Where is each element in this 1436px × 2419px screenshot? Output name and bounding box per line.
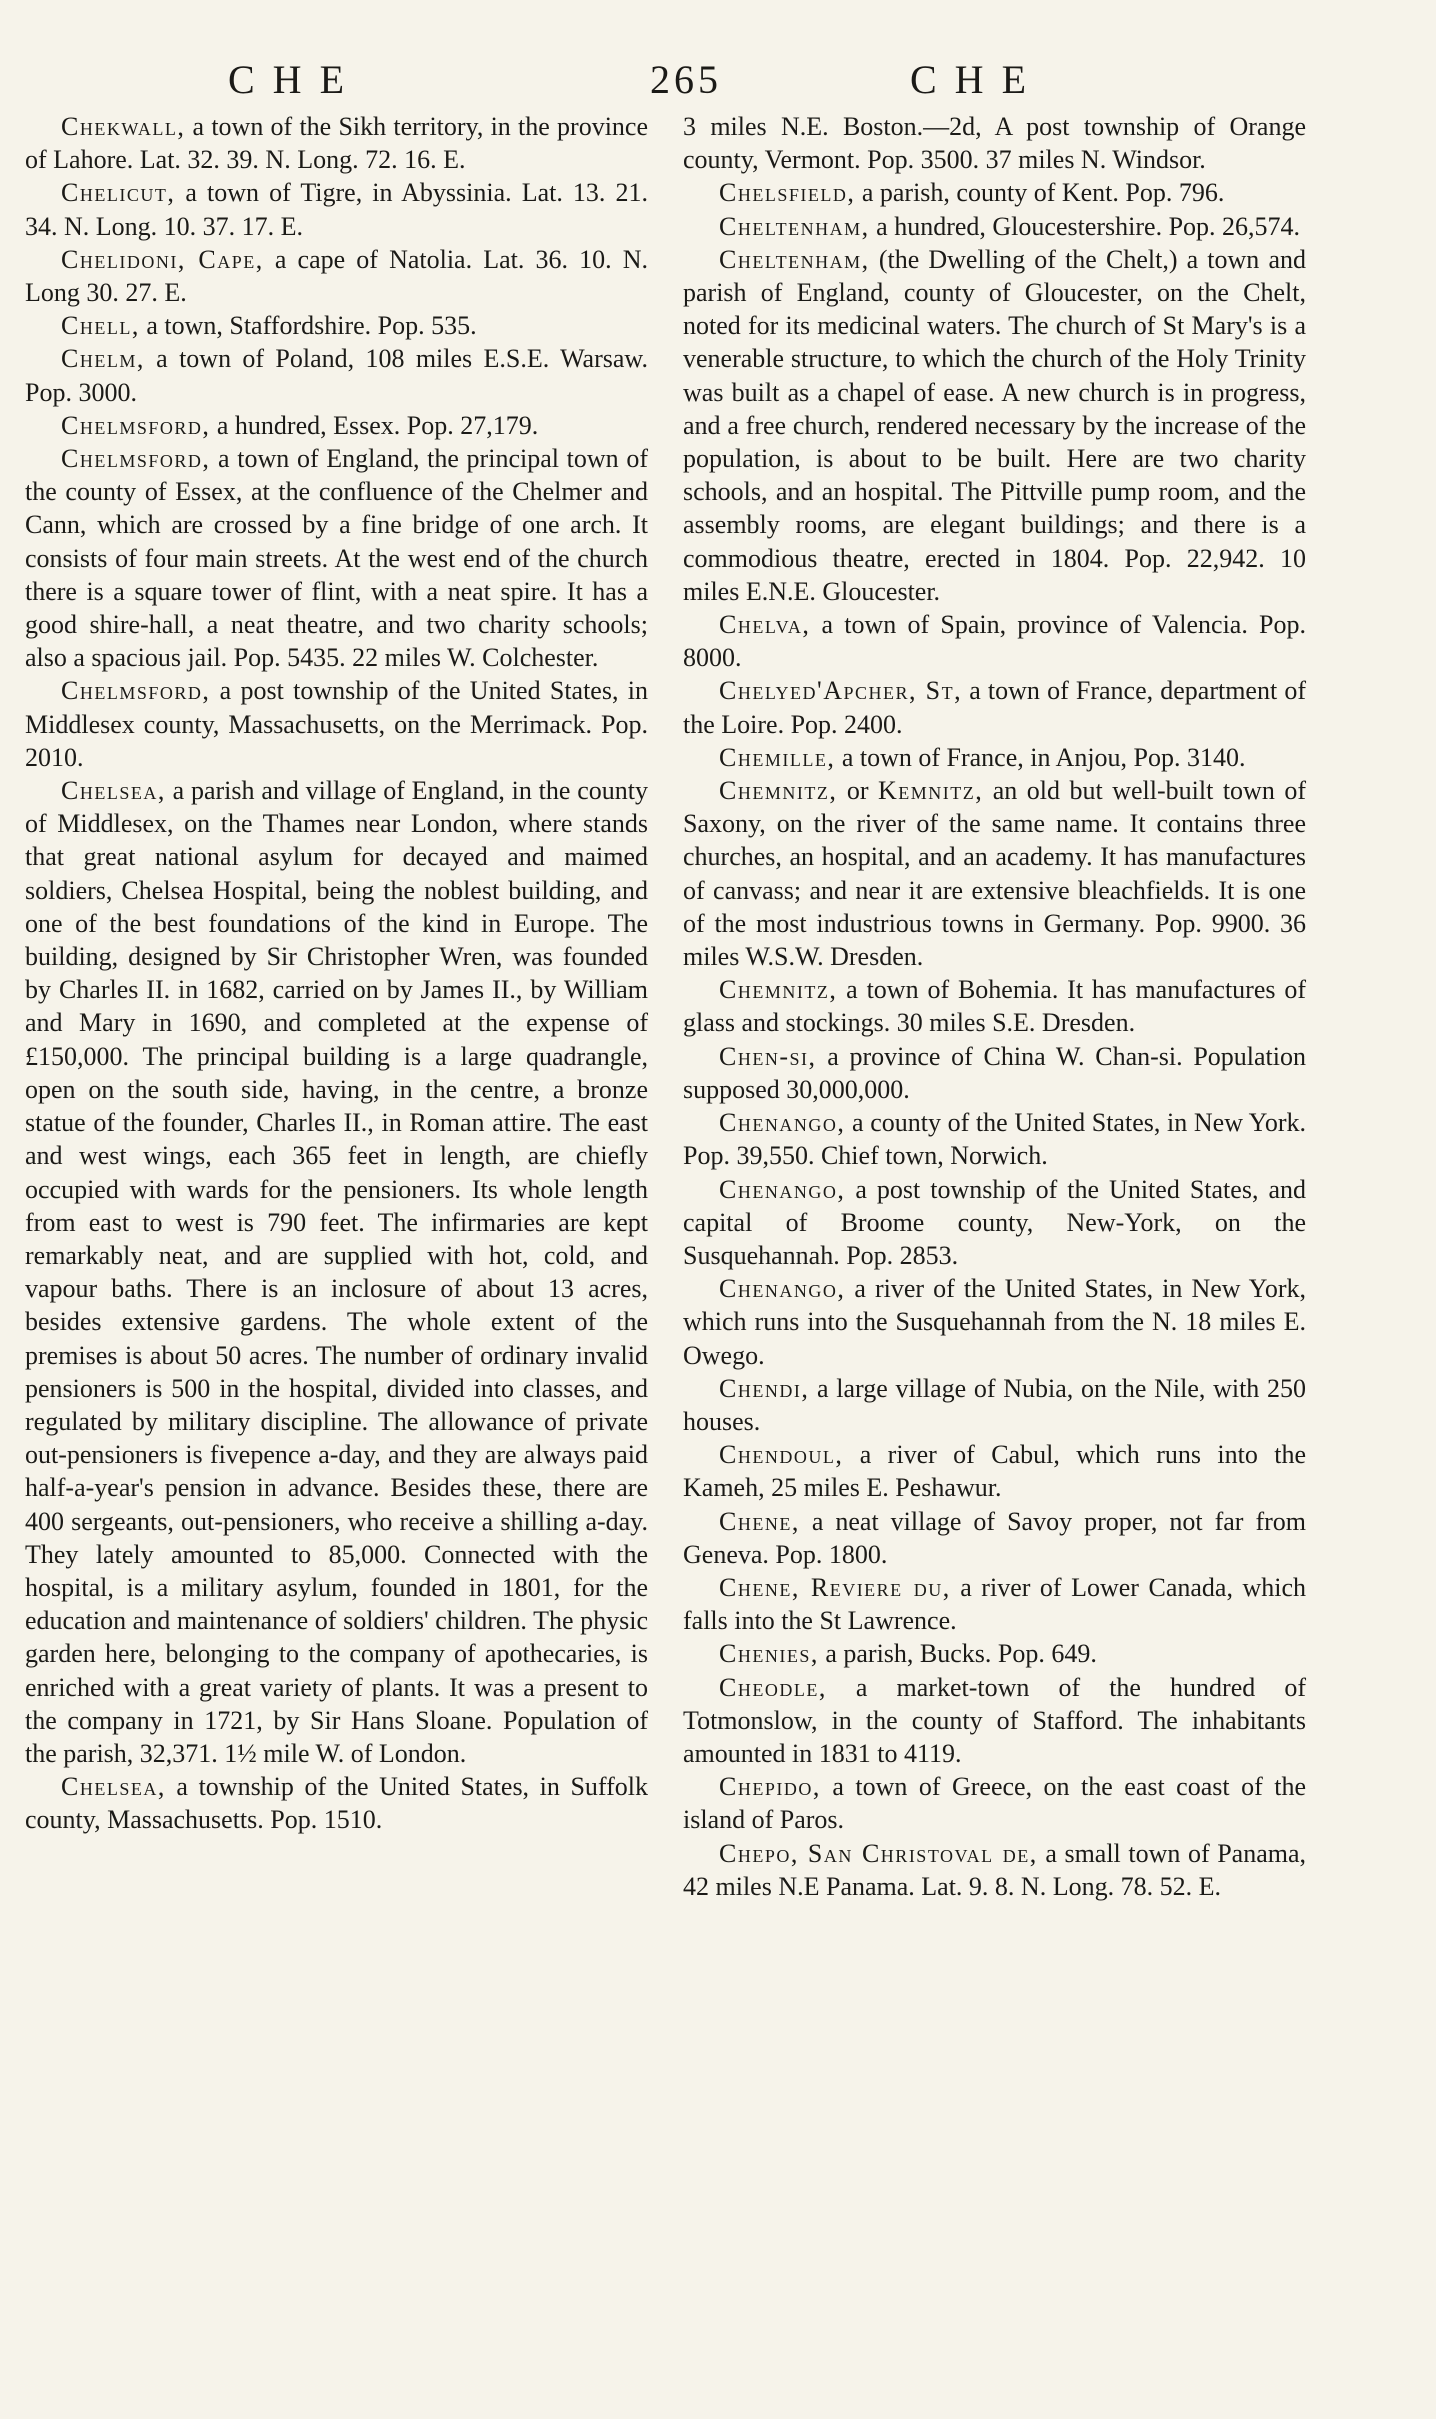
gazetteer-entry [683, 1040, 1306, 1106]
entry-headword: Chelsea, [61, 1772, 166, 1802]
gazetteer-entry [683, 176, 1306, 209]
gazetteer-entry [683, 1438, 1306, 1504]
entry-headword: Chelicut, [61, 178, 176, 208]
entry-headword: Chelm, [61, 344, 145, 374]
entry-headword: Chemille, [719, 742, 836, 772]
entry-text: a hundred, Essex. Pop. 27,179. [210, 410, 539, 440]
entry-headword: Chenies, [719, 1639, 819, 1669]
entry-text: a town of France, department of the Loire. Pop. 2400. [683, 676, 1306, 739]
right-column [683, 110, 1306, 1903]
gazetteer-entry [25, 442, 648, 674]
page-number: 265 [650, 57, 722, 102]
gazetteer-entry [683, 1505, 1306, 1571]
gazetteer-entry [683, 1106, 1306, 1172]
gazetteer-entry [683, 1173, 1306, 1273]
entry-text: a town of Spain, province of Valencia. Pop. 8000. [683, 610, 1306, 673]
entry-text: an old but well-built town of Saxony, on the river of the same name. It contains three churches, an hospital, and an academy. It has manufactures of canvass; and near it are extensive bleachfields. It is one of the most industrious towns in Germany. Pop. 9900. 36 miles W.S.W. Dresden. [683, 776, 1306, 972]
entry-headword: Chekwall, [61, 112, 186, 141]
entry-text: a county of the United States, in New York. Pop. 39,550. Chief town, Norwich. [683, 1108, 1306, 1171]
entry-headword: Chenango, [719, 1274, 846, 1304]
entry-headword: Chelyed'Apcher, St, [719, 676, 963, 706]
running-head [0, 50, 1436, 110]
gazetteer-entry [683, 741, 1306, 774]
gazetteer-entry [683, 1571, 1306, 1637]
gazetteer-entry [25, 110, 648, 176]
entry-headword: Chelidoni, Cape, [61, 244, 264, 274]
entry-headword: Chen-si, [719, 1041, 817, 1071]
entry-headword: Chell, [61, 311, 140, 341]
entry-text: a small town of Panama, 42 miles N.E Panama. Lat. 9. 8. N. Long. 78. 52. E. [683, 1838, 1306, 1901]
gazetteer-entry [25, 1770, 648, 1836]
entry-text: a market-town of the hundred of Totmonslow, in the county of Stafford. The inhabitants amounted in 1831 to 4119. [683, 1672, 1306, 1768]
entry-headword: Chelva, [719, 610, 811, 640]
gazetteer-entry [25, 309, 648, 342]
entry-headword: Chelmsford, [61, 444, 211, 474]
gazetteer-entry [25, 342, 648, 408]
gazetteer-entry [25, 774, 648, 1770]
gazetteer-entry [683, 1671, 1306, 1771]
entry-text: a river of the United States, in New York, which runs into the Susquehannah from the N. 18 miles E. Owego. [683, 1274, 1306, 1370]
entry-text: a hundred, Gloucestershire. Pop. 26,574. [869, 211, 1301, 241]
entry-headword: Chendi, [719, 1373, 810, 1403]
entry-headword: Chepo, San Christoval de, [719, 1838, 1038, 1868]
entry-headword: Cheltenham, [719, 244, 870, 274]
gazetteer-entry [683, 110, 1306, 176]
running-head-right: C H E [910, 57, 1030, 102]
gazetteer-entry [683, 243, 1306, 608]
entry-text: a cape of Natolia. Lat. 36. 10. N. Long 30. 27. E. [25, 244, 648, 308]
entry-text: a post township of the United States, and capital of Broome county, New-York, on the Susquehannah. Pop. 2853. [683, 1174, 1306, 1270]
entry-headword: Chepido, [719, 1772, 821, 1802]
gazetteer-entry [683, 1272, 1306, 1372]
gazetteer-entry [683, 1637, 1306, 1670]
entry-text: a parish, Bucks. Pop. 649. [818, 1639, 1097, 1669]
entry-text: a province of China W. Chan-si. Population supposed 30,000,000. [683, 1041, 1306, 1104]
left-column [25, 110, 648, 1837]
entry-text: a town of England, the principal town of the county of Essex, at the confluence of the Chelmer and Cann, which are crossed by a fine bridge of one arch. It consists of four main streets. At the west end of the church there is a square tower of flint, with a neat spire. It has a good shire-hall, a neat theatre, and two charity schools; also a spacious jail. Pop. 5435. 22 miles W. Colchester. [25, 444, 648, 673]
gazetteer-entry [683, 1837, 1306, 1903]
entry-headword: Chelsea, [61, 776, 166, 806]
gazetteer-entry [683, 973, 1306, 1039]
entry-headword: Chendoul, [719, 1440, 844, 1470]
gazetteer-entry [683, 674, 1306, 740]
entry-headword: Chelmsford, [61, 410, 211, 440]
entry-headword: Chene, Reviere du, [719, 1572, 951, 1602]
entry-text: a town, Staffordshire. Pop. 535. [139, 311, 477, 341]
entry-headword: Kemnitz, [877, 776, 984, 806]
entry-headword: Chenango, [719, 1174, 846, 1204]
entry-text: (the Dwelling of the Chelt,) a town and parish of England, county of Gloucester, on the Chelt, noted for its medicinal waters. The church of St Mary's is a venerable structure, to which the church of the Holy Trinity was built as a chapel of ease. A new church is in progress, and a free church, rendered necessary by the increase of the population, is about to be built. Here are two charity schools, and an hospital. The Pittville pump room, and the assembly rooms, are elegant buildings; and there is a commodious theatre, erected in 1804. Pop. 22,942. 10 miles E.N.E. Gloucester. [683, 244, 1306, 606]
entry-headword: Chene, [719, 1506, 800, 1536]
entry-text: a parish, county of Kent. Pop. 796. [855, 178, 1225, 208]
entry-headword: Chemnitz, [719, 975, 838, 1005]
entry-text: 3 miles N.E. Boston.—2d, A post township of Orange county, Vermont. Pop. 3500. 37 miles N. Windsor. [683, 112, 1306, 175]
entry-headword: Chelmsford, [61, 676, 211, 706]
gazetteer-entry [25, 243, 648, 309]
gazetteer-entry [25, 409, 648, 442]
entry-headword: Cheodle, [719, 1672, 827, 1702]
entry-text: or [837, 776, 878, 806]
entry-headword: Chemnitz, [719, 776, 838, 806]
gazetteer-entry [683, 608, 1306, 674]
entry-text: a town of Bohemia. It has manufactures of glass and stockings. 30 miles S.E. Dresden. [683, 975, 1306, 1038]
gazetteer-entry [25, 674, 648, 774]
entry-headword: Chelsfield, [719, 178, 856, 208]
entry-text: a parish and village of England, in the county of Middlesex, on the Thames near London, where stands that great national asylum for decayed and maimed soldiers, Chelsea Hospital, being the noblest building, and one of the best foundations of the kind in Europe. The building, designed by Sir Christopher Wren, was founded by Charles II. in 1682, carried on by James II., by William and Mary in 1690, and completed at the expense of £150,000. The principal building is a large quadrangle, open on the south side, having, in the centre, a bronze statue of the founder, Charles II., in Roman attire. The east and west wings, each 365 feet in length, are chiefly occupied with wards for the pensioners. Its whole length from east to west is 790 feet. The infirmaries are kept remarkably neat, and are supplied with hot, cold, and vapour baths. There is an inclosure of about 13 acres, besides extensive gardens. The whole extent of the premises is about 50 acres. The number of ordinary invalid pensioners is 500 in the hospital, divided into classes, and regulated by military discipline. The allowance of private out-pensioners is fivepence a-day, and they are always paid half-a-year's pension in advance. Besides these, there are 400 sergeants, out-pensioners, who receive a shilling a-day. They lately amounted to 85,000. Connected with the hospital, is a military asylum, founded in 1801, for the education and maintenance of soldiers' children. The physic garden here, belonging to the company of apothecaries, is enriched with a great variety of plants. It was a present to the company in 1721, by Sir Hans Sloane. Population of the parish, 32,371. 1½ mile W. of London. [25, 776, 648, 1768]
gazetteer-entry [683, 1372, 1306, 1438]
entry-text: a neat village of Savoy proper, not far from Geneva. Pop. 1800. [683, 1506, 1306, 1569]
entry-text: a river of Cabul, which runs into the Kameh, 25 miles E. Peshawur. [683, 1440, 1306, 1503]
entry-text: a post township of the United States, in Middlesex county, Massachusetts, on the Merrimack. Pop. 2010. [25, 676, 648, 772]
entry-text: a town of the Sikh territory, in the province of Lahore. Lat. 32. 39. N. Long. 72. 16. E. [25, 112, 648, 175]
entry-text: a large village of Nubia, on the Nile, with 250 houses. [683, 1373, 1306, 1436]
entry-text: a town of Tigre, in Abyssinia. Lat. 13. 21. 34. N. Long. 10. 37. 17. E. [25, 178, 648, 241]
entry-headword: Chenango, [719, 1108, 846, 1138]
gazetteer-entry [683, 210, 1306, 243]
entry-headword: Cheltenham, [719, 211, 870, 241]
gazetteer-entry [683, 774, 1306, 973]
entry-text: a town of France, in Anjou, Pop. 3140. [835, 742, 1246, 772]
entry-text: a town of Greece, on the east coast of the island of Paros. [683, 1772, 1306, 1835]
gazetteer-entry [25, 176, 648, 242]
running-head-left: C H E [228, 57, 348, 102]
entry-text: a town of Poland, 108 miles E.S.E. Warsaw. Pop. 3000. [25, 344, 648, 407]
gazetteer-entry [683, 1770, 1306, 1836]
entry-text: a river of Lower Canada, which falls into the St Lawrence. [683, 1572, 1307, 1636]
entry-text: a township of the United States, in Suffolk county, Massachusetts. Pop. 1510. [25, 1772, 648, 1835]
